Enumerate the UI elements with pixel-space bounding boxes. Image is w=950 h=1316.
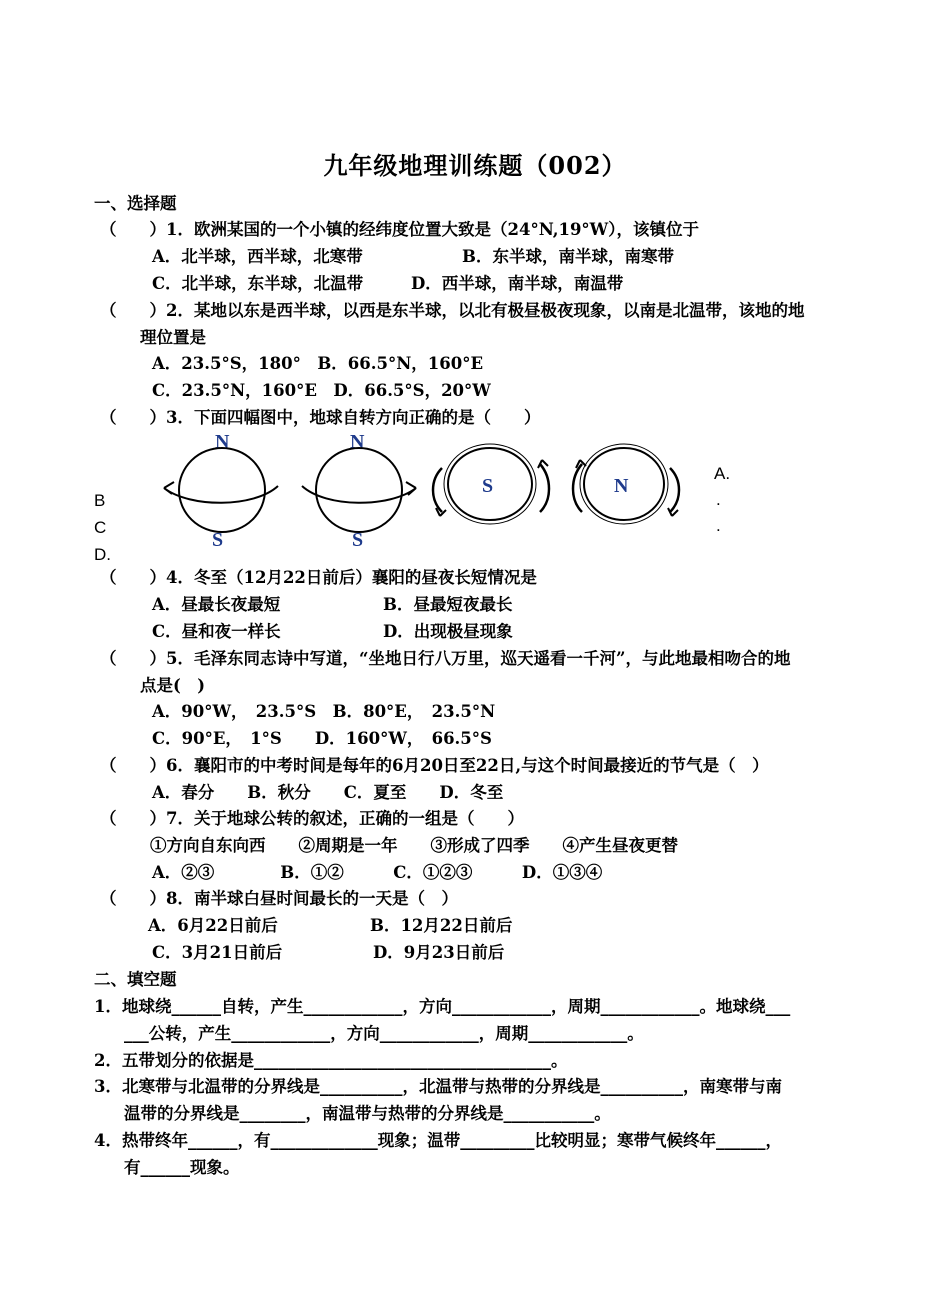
question-6-options: A．春分 B．秋分 C．夏至 D．冬至 xyxy=(152,783,504,802)
figure-4-polar-view xyxy=(573,444,679,524)
question-4-option-b: B．昼最短夜最长 xyxy=(383,595,513,614)
question-6-stem: （ ）6．襄阳市的中考时间是每年的6月20日至22日,与这个时间最接近的节气是（ ） xyxy=(100,756,769,775)
question-1-option-c: C．北半球，东半球，北温带 xyxy=(152,274,364,293)
figure-2-globe xyxy=(302,431,416,551)
figure-1-globe xyxy=(164,431,278,551)
question-5-stem: （ ）5．毛泽东同志诗中写道，“坐地日行八万里，巡天遥看一千河”，与此地最相吻合的地 xyxy=(100,649,791,668)
question-4-stem: （ ）4．冬至（12月22日前后）襄阳的昼夜长短情况是 xyxy=(100,568,537,587)
question-4-option-a: A．昼最长夜最短 xyxy=(152,595,281,614)
question-8-stem: （ ）8．南半球白昼时间最长的一天是（ ） xyxy=(100,889,458,908)
section-heading-fill-in: 二、填空题 xyxy=(94,970,177,989)
option-dot-1: . xyxy=(716,490,721,509)
question-1-stem: （ ）1．欧洲某国的一个小镇的经纬度位置大致是（24°N,19°W），该镇位于 xyxy=(100,220,699,239)
question-5-options-ab: A．90°W， 23.5°S B．80°E， 23.5°N xyxy=(152,702,496,721)
figure-1-south-label: S xyxy=(212,529,224,551)
figure-2-south-label: S xyxy=(352,529,364,551)
question-2-stem: （ ）2．某地以东是西半球，以西是东半球，以北有极昼极夜现象，以南是北温带，该地的地 xyxy=(100,301,805,320)
question-8-option-c: C．3月21日前后 xyxy=(152,943,283,962)
question-2-options-ab: A．23.5°S，180° B．66.5°N，160°E xyxy=(152,354,484,373)
option-label-d: D. xyxy=(94,545,111,564)
earth-rotation-figures xyxy=(150,428,700,556)
option-dot-2: . xyxy=(716,516,721,535)
page-title: 九年级地理训练题（002） xyxy=(323,151,627,180)
fill-question-2: 2．五带划分的依据是____________________________________。 xyxy=(94,1051,568,1070)
fill-question-3-line-2: 温带的分界线是________，南温带与热带的分界线是___________。 xyxy=(124,1104,611,1123)
question-1-option-a: A．北半球，西半球，北寒带 xyxy=(152,247,363,266)
figure-1-north-label: N xyxy=(215,431,230,453)
figure-3-south-label: S xyxy=(482,475,494,497)
question-4-option-d: D．出现极昼现象 xyxy=(383,622,513,641)
question-7-statements: ①方向自东向西 ②周期是一年 ③形成了四季 ④产生昼夜更替 xyxy=(150,836,678,855)
question-8-option-b: B．12月22日前后 xyxy=(370,916,513,935)
section-heading-choice: 一、选择题 xyxy=(94,194,177,213)
question-5-options-cd: C．90°E， 1°S D．160°W， 66.5°S xyxy=(152,729,492,748)
question-2-options-cd: C．23.5°N，160°E D．66.5°S，20°W xyxy=(152,381,491,400)
question-1-option-b: B．东半球，南半球，南寒带 xyxy=(462,247,674,266)
figure-4-north-label: N xyxy=(614,475,629,497)
fill-question-3-line-1: 3．北寒带与北温带的分界线是__________，北温带与热带的分界线是__________，南寒带与南 xyxy=(94,1077,782,1096)
question-3-stem: （ ）3．下面四幅图中，地球自转方向正确的是（ ） xyxy=(100,408,541,427)
question-7-stem: （ ）7．关于地球公转的叙述，正确的一组是（ ） xyxy=(100,809,524,828)
question-2-stem-continued: 理位置是 xyxy=(140,328,206,347)
fill-question-4-line-2: 有______现象。 xyxy=(124,1158,240,1177)
question-8-option-a: A．6月22日前后 xyxy=(148,916,278,935)
question-1-option-d: D．西半球，南半球，南温带 xyxy=(411,274,624,293)
fill-question-1-line-1: 1．地球绕______自转，产生____________，方向____________，周期____________。地球绕___ xyxy=(94,997,791,1016)
question-4-option-c: C．昼和夜一样长 xyxy=(152,622,281,641)
fill-question-1-line-2: ___公转，产生____________，方向____________，周期____________。 xyxy=(124,1024,644,1043)
fill-question-4-line-1: 4．热带终年______，有_____________现象；温带_________比较明显；寒带气候终年______， xyxy=(94,1131,782,1150)
question-7-options: A．②③ B．①② C．①②③ D．①③④ xyxy=(152,863,603,882)
option-label-a: A. xyxy=(714,464,731,483)
question-5-stem-continued: 点是( ) xyxy=(140,676,206,695)
option-label-c: C xyxy=(94,518,107,537)
option-label-b: B xyxy=(94,491,106,510)
figure-3-polar-view xyxy=(433,444,549,524)
figure-2-north-label: N xyxy=(350,431,365,453)
question-8-option-d: D．9月23日前后 xyxy=(373,943,505,962)
